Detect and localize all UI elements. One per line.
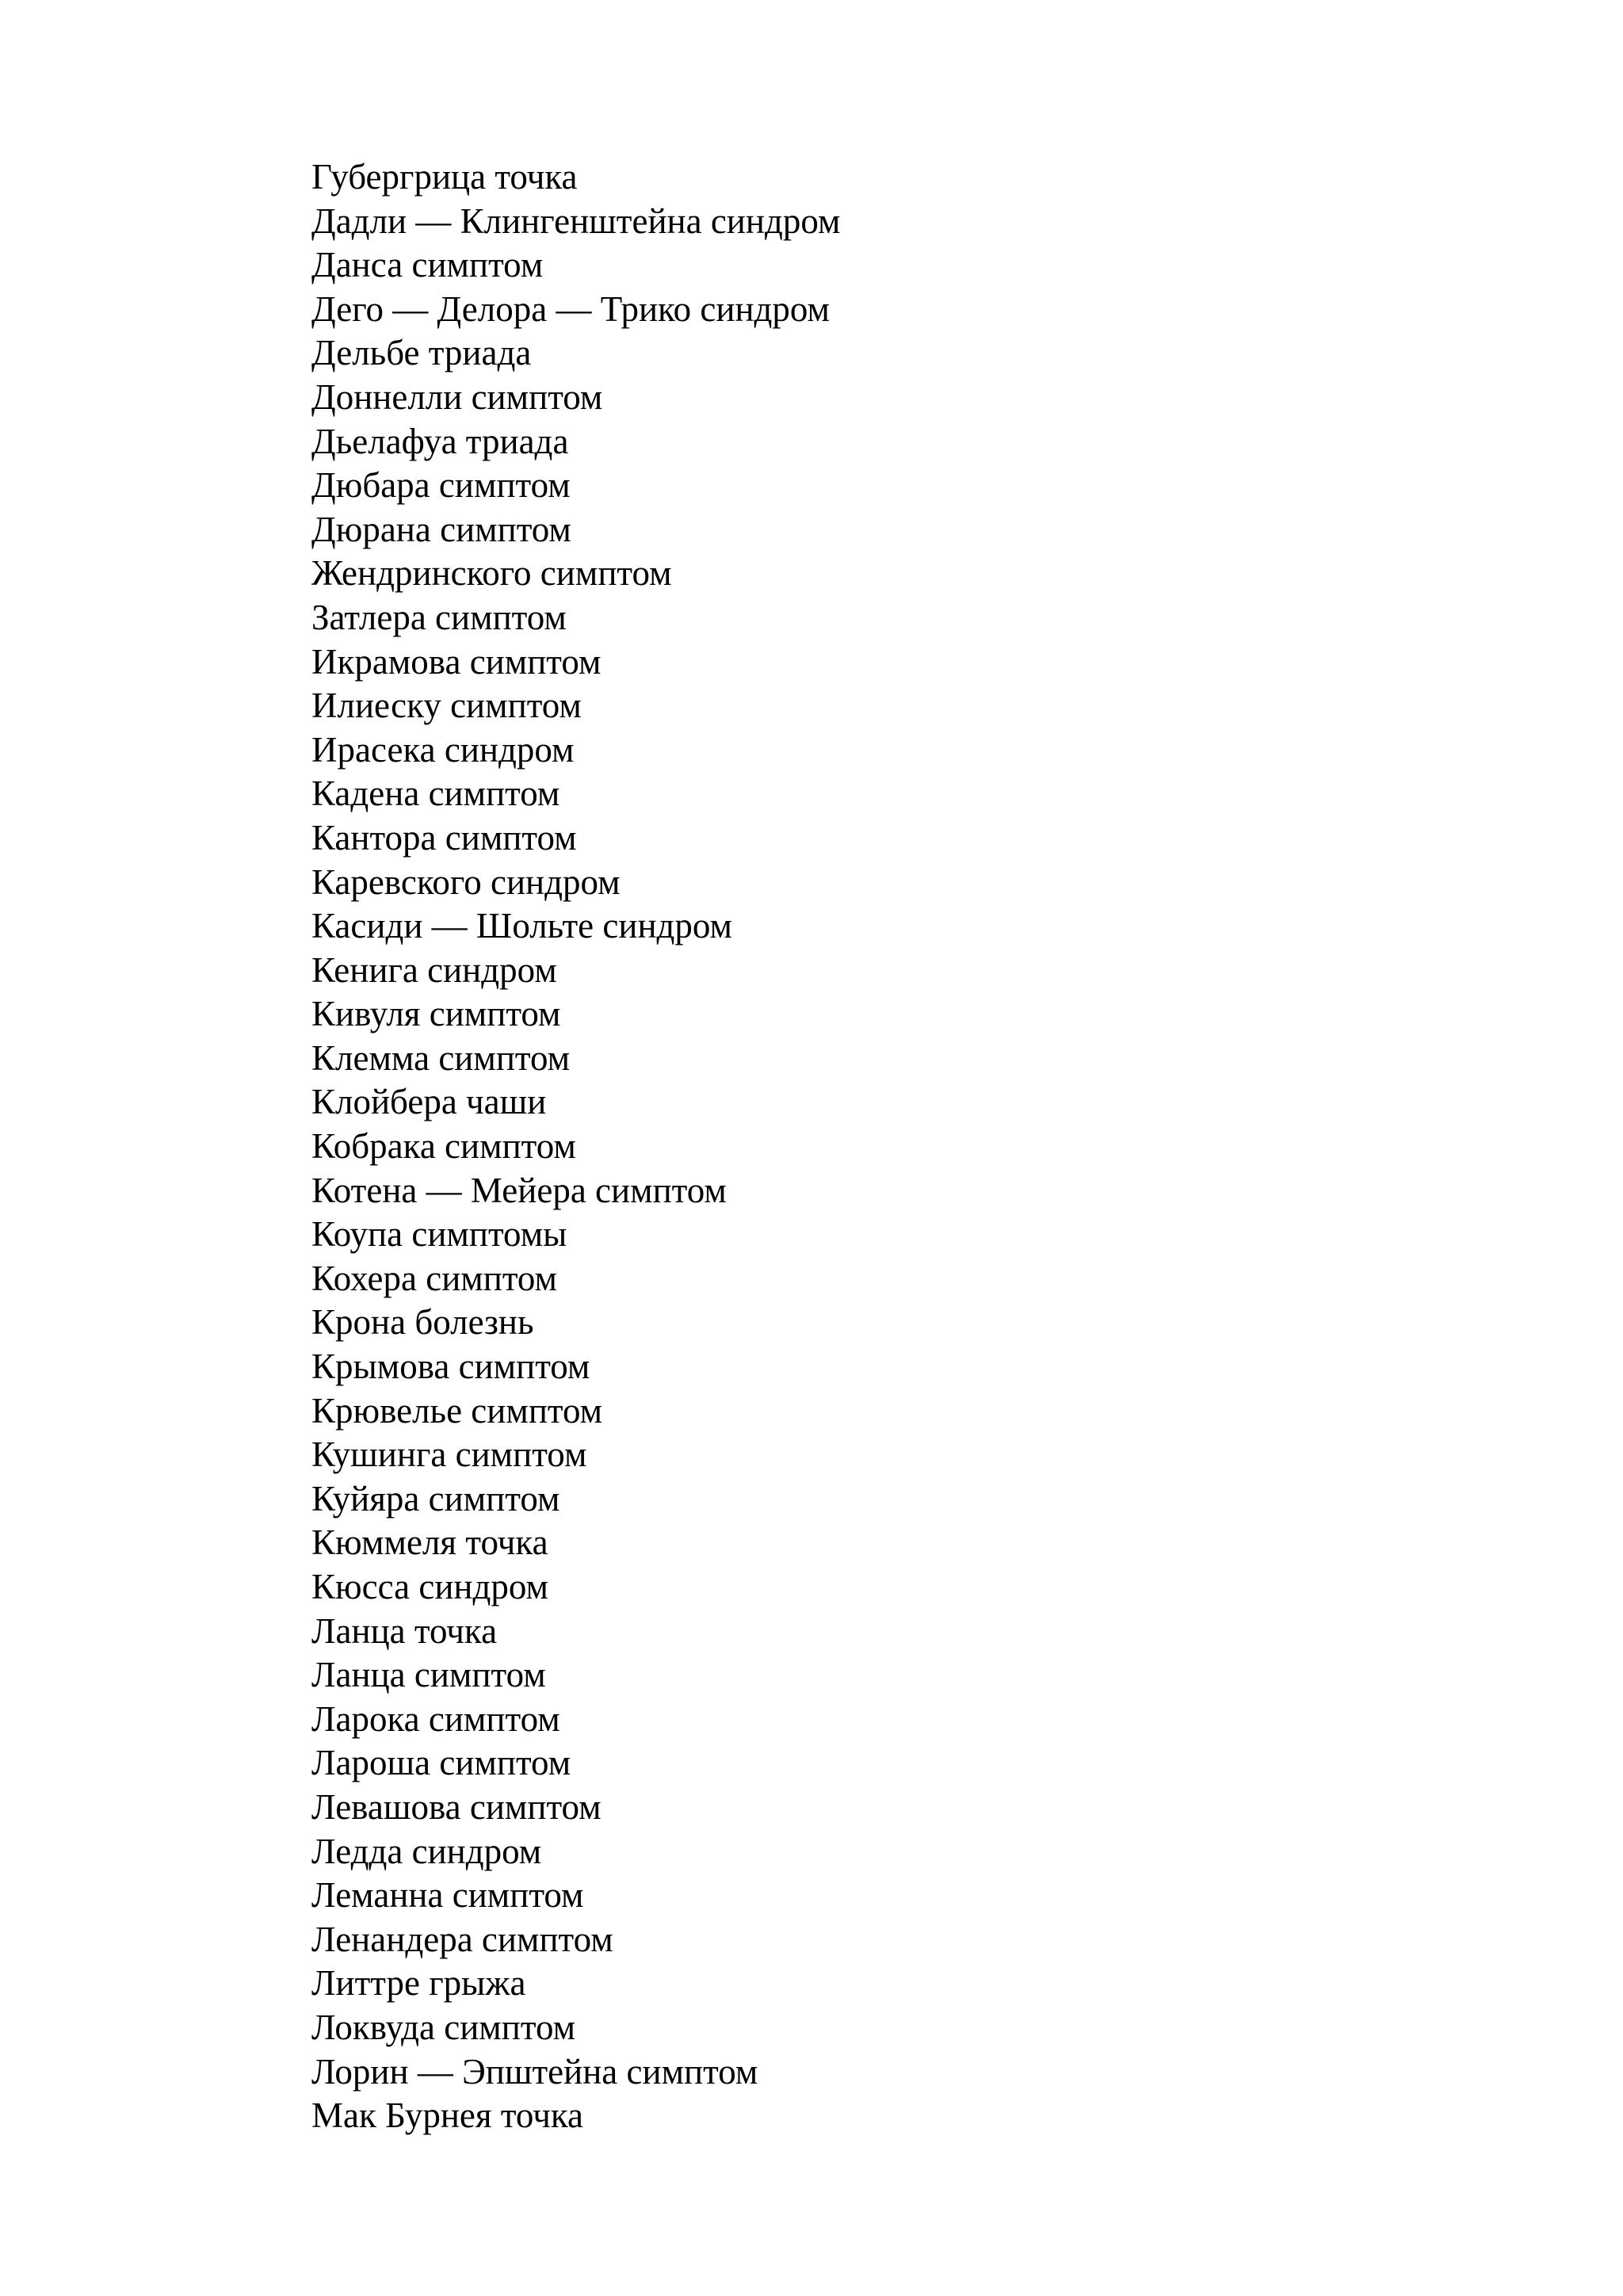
list-item: Литтре грыжа <box>311 1963 526 2004</box>
list-item: Леманна симптом <box>311 1875 584 1916</box>
list-item: Лорин — Эпштейна симптом <box>311 2051 758 2092</box>
list-item: Кюсса синдром <box>311 1567 549 1606</box>
list-item: Кюммеля точка <box>311 1522 548 1563</box>
list-item: Дьелафуа триада <box>311 421 569 461</box>
list-item: Крювелье симптом <box>311 1390 603 1431</box>
list-item: Коупа симптомы <box>311 1214 567 1255</box>
list-item: Дюбара симптом <box>311 465 571 506</box>
list-item: Крона болезнь <box>311 1302 534 1343</box>
list-item: Мак Бурнея точка <box>311 2095 584 2136</box>
list-item: Дадли — Клингенштейна синдром <box>311 201 841 241</box>
list-item: Каревского синдром <box>311 861 621 902</box>
list-item: Доннелли симптом <box>311 376 603 417</box>
list-item: Ледда синдром <box>311 1831 542 1871</box>
list-item: Кохера симптом <box>311 1258 558 1298</box>
list-item: Ирасека синдром <box>311 729 575 770</box>
list-item: Дельбе триада <box>311 333 532 373</box>
list-item: Затлера симптом <box>311 597 567 637</box>
list-item: Губергрица точка <box>311 157 578 197</box>
list-item: Кантора симптом <box>311 817 577 858</box>
list-item: Левашова симптом <box>311 1786 601 1827</box>
list-item: Кивуля симптом <box>311 994 561 1034</box>
list-item: Крымова симптом <box>311 1347 590 1387</box>
entry-list <box>311 155 841 2138</box>
list-item: Куйяра симптом <box>311 1478 560 1519</box>
list-item: Жендринского симптом <box>311 553 672 594</box>
list-item: Клемма симптом <box>311 1037 571 1078</box>
list-item: Ларока симптом <box>311 1698 560 1739</box>
list-item: Илиеску симптом <box>311 686 582 726</box>
list-item: Ланца точка <box>311 1610 498 1651</box>
list-item: Дюрана симптом <box>311 509 571 549</box>
list-item: Лароша симптом <box>311 1743 571 1783</box>
list-item: Кобрака симптом <box>311 1126 576 1167</box>
list-item: Данса симптом <box>311 245 544 285</box>
list-item: Икрамова симптом <box>311 641 601 682</box>
list-item: Клойбера чаши <box>311 1082 547 1122</box>
list-item: Кадена симптом <box>311 774 560 814</box>
list-item: Локвуда симптом <box>311 2007 576 2047</box>
list-item: Котена — Мейера симптом <box>311 1170 727 1210</box>
list-item: Кенига синдром <box>311 949 557 990</box>
list-item: Касиди — Шольте синдром <box>311 906 733 946</box>
list-item: Ланца симптом <box>311 1655 546 1695</box>
list-item: Дего — Делора — Трико синдром <box>311 288 831 329</box>
list-item: Кушинга симптом <box>311 1435 587 1475</box>
list-item: Ленандера симптом <box>311 1919 613 1959</box>
